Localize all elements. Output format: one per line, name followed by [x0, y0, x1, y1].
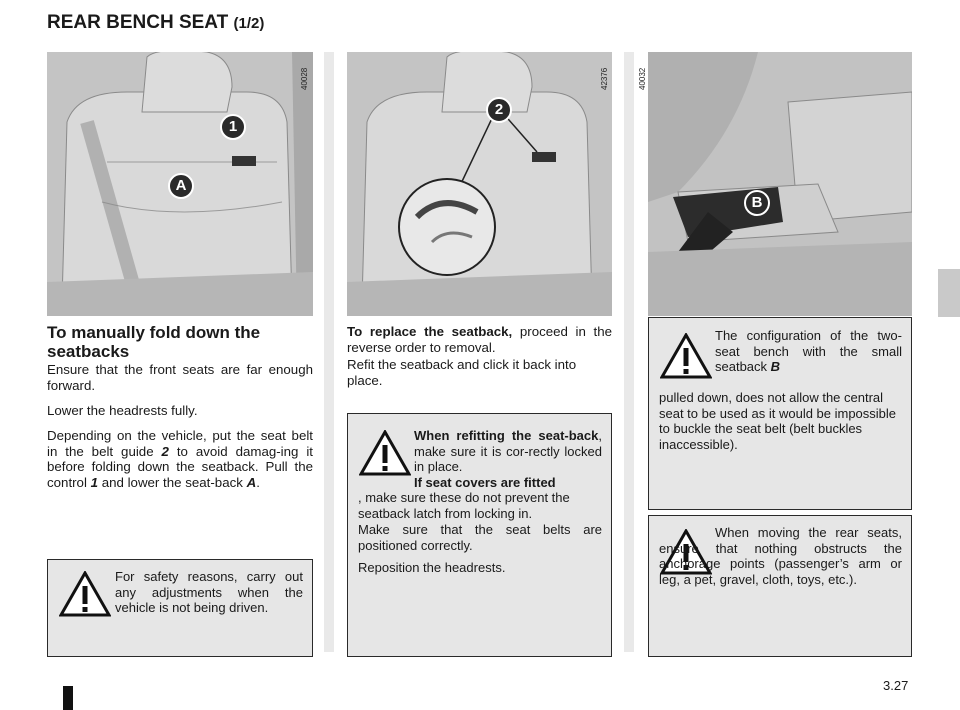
- column-divider: [324, 52, 334, 652]
- paragraph: To replace the seatback, proceed in the reverse order to removal.: [347, 324, 612, 355]
- warning-text: The configuration of the two-seat bench with the small seatback B: [715, 328, 902, 374]
- warning-text: , make sure these do not prevent the seatback latch from locking in.: [358, 490, 570, 521]
- callout-2: 2: [486, 97, 512, 123]
- warning-text: When moving the rear seats, ensure that nothing obstructs the anchorage points (passenger’s arm or leg, a pet, gravel, cloth, toys, etc.).: [659, 525, 902, 587]
- figure-code: 40028: [300, 67, 309, 90]
- callout-b: B: [744, 190, 770, 216]
- corner-mark: [63, 686, 73, 710]
- paragraph: Depending on the vehicle, put the seat belt in the belt guide 2 to avoid damag-ing it before folding down the seatback. Pull the control 1 and lower the seat-back A.: [47, 428, 313, 490]
- warning-text: Make sure that the seat belts are positioned correctly.: [358, 522, 602, 553]
- callout-1: 1: [220, 114, 246, 140]
- warning-text: If seat covers are fitted: [414, 475, 556, 490]
- paragraph: Refit the seatback and click it back into place.: [347, 357, 577, 388]
- warning-text: For safety reasons, carry out any adjustments when the vehicle is not being driven.: [115, 569, 303, 615]
- warning-text: Reposition the headrests.: [358, 560, 506, 575]
- warning-box: [648, 515, 912, 657]
- section-tab: [938, 269, 960, 317]
- section-heading: To manually fold down the seatbacks: [47, 323, 261, 361]
- warning-box: [347, 413, 612, 657]
- page-number: 3.27: [883, 678, 909, 693]
- warning-text: When refitting the seat-back, make sure it is cor-rectly locked in place.: [414, 428, 602, 474]
- warning-icon: [59, 571, 111, 617]
- warning-text: pulled down, does not allow the central seat to be used as it would be impossible to buckle the seat belt (belt buckles inaccessible).: [659, 390, 897, 452]
- figure-belt-guide: [347, 52, 612, 316]
- warning-box: [47, 559, 313, 657]
- figure-small-seatback: [648, 52, 912, 316]
- paragraph: Lower the headrests fully.: [47, 403, 198, 418]
- paragraph: Ensure that the front seats are far enough forward.: [47, 362, 313, 393]
- page-title: REAR BENCH SEAT (1/2): [47, 12, 265, 33]
- warning-icon: [359, 430, 411, 476]
- warning-box: [648, 317, 912, 510]
- callout-a: A: [168, 173, 194, 199]
- figure-rear-seat-fold: [47, 52, 313, 316]
- column-divider: [624, 52, 634, 652]
- warning-icon: [660, 333, 712, 379]
- figure-code: 40032: [638, 67, 647, 90]
- figure-code: 42376: [600, 67, 609, 90]
